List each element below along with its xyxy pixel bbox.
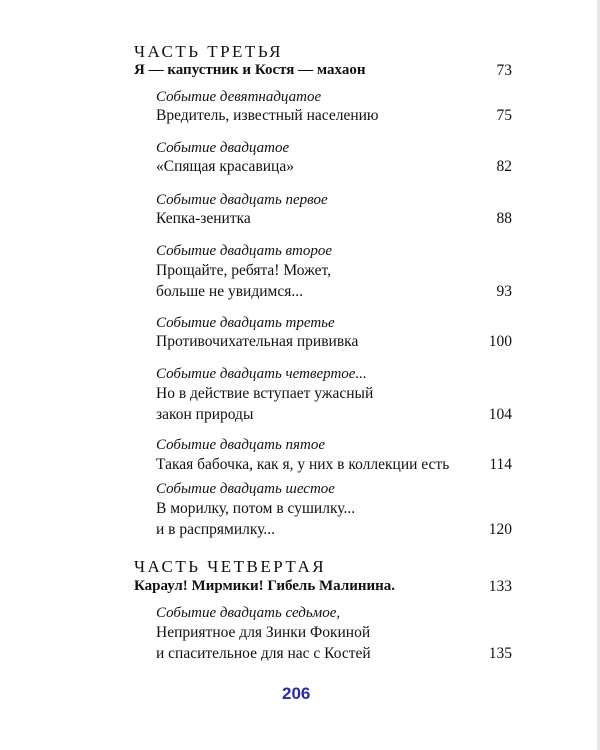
- event-page-number: 75: [496, 107, 512, 124]
- event-title-line: В морилку, потом в сушилку...: [156, 500, 356, 517]
- event-heading: Событие двадцатое: [156, 140, 290, 156]
- event-page-number: 135: [488, 645, 512, 662]
- event-title-line: и в распрямилку...: [156, 521, 276, 538]
- part-four-title: ЧАСТЬ ЧЕТВЕРТАЯ: [134, 557, 327, 576]
- event-title-line: Такая бабочка, как я, у них в коллекции есть: [156, 456, 450, 473]
- chapter-title: Я — капустник и Костя — махаон: [134, 62, 366, 78]
- event-heading: Событие двадцать седьмое,: [156, 605, 341, 621]
- chapter-title: Караул! Мирмики! Гибель Малинина.: [134, 578, 396, 594]
- event-heading: Событие двадцать третье: [156, 315, 335, 331]
- event-page-number: 100: [488, 333, 512, 350]
- event-title-line: больше не увидимся...: [156, 283, 303, 300]
- chapter-page-number: 73: [496, 62, 512, 79]
- event-heading: Событие двадцать первое: [156, 192, 328, 208]
- event-page-number: 104: [488, 406, 512, 423]
- event-title-line: Кепка-зенитка: [156, 210, 251, 227]
- event-title-line: Вредитель, известный населению: [156, 107, 379, 124]
- event-heading: Событие двадцать пятое: [156, 437, 325, 453]
- chapter-page-number: 133: [488, 578, 512, 595]
- event-page-number: 93: [496, 283, 512, 300]
- part-three-title: ЧАСТЬ ТРЕТЬЯ: [134, 42, 284, 61]
- event-title-line: «Спящая красавица»: [156, 158, 294, 175]
- event-page-number: 82: [496, 158, 512, 175]
- page-number: 206: [282, 684, 311, 703]
- event-title-line: закон природы: [156, 406, 254, 423]
- event-heading: Событие двадцать четвертое...: [156, 366, 367, 382]
- event-title-line: Прощайте, ребята! Может,: [156, 262, 331, 279]
- event-page-number: 88: [496, 210, 512, 227]
- event-title-line: Неприятное для Зинки Фокиной: [156, 624, 371, 641]
- event-heading: Событие девятнадцатое: [156, 89, 322, 105]
- event-page-number: 114: [489, 456, 512, 473]
- event-title-line: Противочихательная прививка: [156, 333, 359, 350]
- event-title-line: и спасительное для нас с Костей: [156, 645, 371, 662]
- event-page-number: 120: [488, 521, 512, 538]
- event-heading: Событие двадцать второе: [156, 243, 333, 259]
- event-heading: Событие двадцать шестое: [156, 481, 335, 497]
- event-title-line: Но в действие вступает ужасный: [156, 385, 374, 402]
